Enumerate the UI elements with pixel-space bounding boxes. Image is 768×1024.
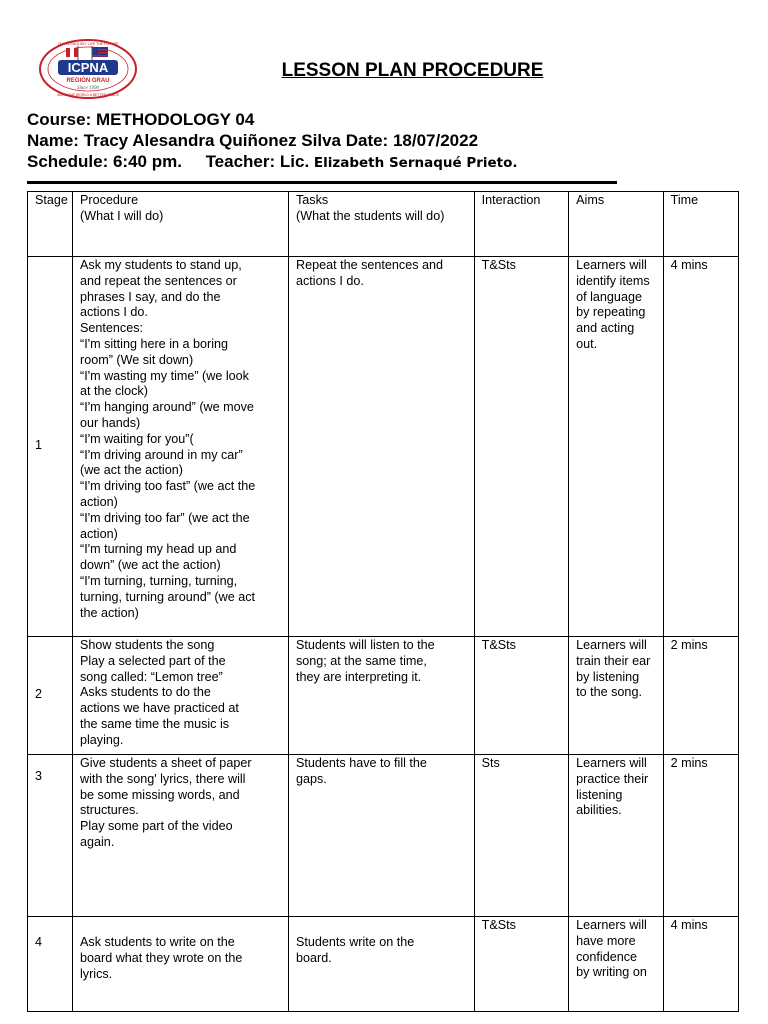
svg-text:LEARN ENGLISH, LIVE THE FUTURE: LEARN ENGLISH, LIVE THE FUTURE — [57, 42, 119, 46]
course-line: Course: METHODOLOGY 04 — [27, 110, 255, 129]
procedure-cell: Ask students to write on the board what they wrote on the lyrics. — [73, 917, 289, 1012]
table-header-row — [28, 192, 739, 257]
stage-cell: 4 — [28, 917, 73, 1012]
tasks-cell: Repeat the sentences and actions I do. — [289, 257, 475, 637]
time-cell: 4 mins — [663, 917, 738, 1012]
column-header-interaction: Interaction — [474, 192, 569, 257]
aims-cell: Learners will identify items of language by repeating and acting out. — [569, 257, 664, 637]
tasks-cell: Students have to fill the gaps. — [289, 755, 475, 917]
interaction-cell: Sts — [474, 755, 569, 917]
svg-text:REGIÓN GRAU: REGIÓN GRAU — [66, 78, 110, 84]
stage-cell: 3 — [28, 755, 73, 917]
interaction-cell: T&Sts — [474, 257, 569, 637]
procedure-cell: Give students a sheet of paper with the song' lyrics, there will be some missing words, and structures. Play some part of the video again. — [73, 755, 289, 917]
time-cell: 2 mins — [663, 637, 738, 755]
table-row — [28, 257, 739, 637]
aims-cell: Learners will practice their listening abilities. — [569, 755, 664, 917]
column-header-aims: Aims — [569, 192, 664, 257]
procedure-cell: Show students the song Play a selected part of the song called: “Lemon tree” Asks students to do the actions we have practiced at the same time the music is playing. — [73, 637, 289, 755]
column-header-procedure: Procedure (What I will do) — [73, 192, 289, 257]
aims-cell: Learners will have more confidence by writing on — [569, 917, 664, 1012]
stage-cell: 2 — [28, 637, 73, 755]
svg-text:MAKE THE WORLD A BETTER PLACE: MAKE THE WORLD A BETTER PLACE — [57, 93, 119, 97]
tasks-cell: Students write on the board. — [289, 917, 475, 1012]
teacher-label: Teacher: Lic. — [205, 152, 310, 171]
course-info — [27, 109, 518, 174]
interaction-cell: T&Sts — [474, 637, 569, 755]
tasks-cell: Students will listen to the song; at the same time, they are interpreting it. — [289, 637, 475, 755]
teacher-name: Elizabeth Sernaqué Prieto. — [313, 155, 518, 171]
horizontal-rule — [27, 181, 617, 184]
lesson-plan-table — [27, 191, 739, 1012]
stage-cell: 1 — [28, 257, 73, 637]
time-cell: 2 mins — [663, 755, 738, 917]
schedule-line — [27, 151, 518, 174]
svg-text:ICPNA: ICPNA — [67, 60, 109, 75]
column-header-tasks: Tasks (What the students will do) — [289, 192, 475, 257]
time-cell: 4 mins — [663, 257, 738, 637]
column-header-stage: Stage — [28, 192, 73, 257]
procedure-cell: Ask my students to stand up, and repeat the sentences or phrases I say, and do the actions I do. Sentences: “I'm sitting here in a boring room” (We sit down) “I'm wasting my time” (we look at the clock) “I'm hanging around” (we move our hands) “I'm waiting for you”( “I'm driving around in my car” (we act the action) “I'm driving too fast” (we act the action) “I'm driving too far” (we act the action) “I'm turning my head up and down” (we act the action) “I'm turning, turning, turning, turning, turning around” (we act the action) — [73, 257, 289, 637]
table-row — [28, 637, 739, 755]
table-row — [28, 755, 739, 917]
table-row — [28, 917, 739, 1012]
svg-text:Since 1990: Since 1990 — [76, 86, 100, 91]
name-date-line: Name: Tracy Alesandra Quiñonez Silva Date: 18/07/2022 — [27, 131, 479, 150]
column-header-time: Time — [663, 192, 738, 257]
schedule-text: Schedule: 6:40 pm. — [27, 152, 182, 171]
document-title: LESSON PLAN PROCEDURE — [281, 60, 544, 81]
interaction-cell: T&Sts — [474, 917, 569, 1012]
aims-cell: Learners will train their ear by listening to the song. — [569, 637, 664, 755]
